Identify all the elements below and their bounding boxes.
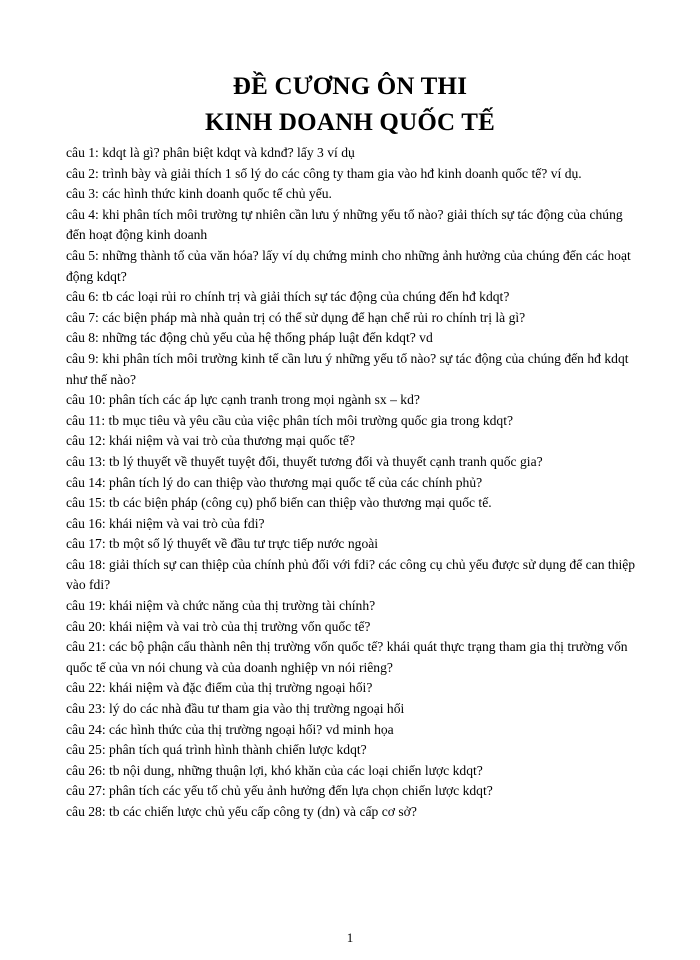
question-item: câu 6: tb các loại rủi ro chính trị và giải thích sự tác động của chúng đến hđ kdqt?	[66, 289, 510, 305]
question-item: câu 24: các hình thức của thị trường ngoại hối? vd minh họa	[66, 721, 394, 737]
document-title-line-2: KINH DOANH QUỐC TẾ	[205, 109, 495, 136]
question-item: câu 20: khái niệm và vai trò của thị trường vốn quốc tế?	[66, 618, 371, 634]
question-item: câu 11: tb mục tiêu và yêu cầu của việc phân tích môi trường quốc gia trong kdqt?	[66, 412, 514, 428]
question-item: câu 19: khái niệm và chức năng của thị trường tài chính?	[66, 598, 376, 614]
question-item: câu 7: các biện pháp mà nhà quản trị có thể sử dụng để hạn chế rủi ro chính trị là gì?	[66, 309, 526, 325]
question-item: câu 2: trình bày và giải thích 1 số lý do các công ty tham gia vào hđ kinh doanh quốc tế? ví dụ.	[66, 165, 582, 181]
question-item: câu 8: những tác động chủ yếu của hệ thống pháp luật đến kdqt? vd	[66, 330, 433, 346]
question-item: câu 26: tb nội dung, những thuận lợi, khó khăn của các loại chiến lược kdqt?	[66, 762, 483, 778]
question-item: câu 18: giải thích sự can thiệp của chính phủ đối với fdi? các công cụ chủ yếu được sử dụng để can thiệp vào fdi?	[66, 556, 636, 593]
question-item: câu 22: khái niệm và đặc điểm của thị trường ngoại hối?	[66, 680, 373, 696]
question-item: câu 28: tb các chiến lược chủ yếu cấp công ty (dn) và cấp cơ sở?	[66, 804, 417, 819]
page-number: 1	[346, 930, 354, 945]
question-item: câu 13: tb lý thuyết về thuyết tuyệt đối, thuyết tương đối và thuyết cạnh tranh quốc gia?	[66, 453, 543, 469]
question-item: câu 27: phân tích các yếu tố chủ yếu ảnh hưởng đến lựa chọn chiến lược kdqt?	[66, 783, 493, 799]
question-item: câu 21: các bộ phận cấu thành nên thị trường vốn quốc tế? khái quát thực trạng tham gia thị trường vốn quốc tế của vn nói chung và của doanh nghiệp vn nói riêng?	[66, 639, 628, 675]
question-item: câu 9: khi phân tích môi trường kinh tế cần lưu ý những yếu tố nào? sự tác động của chúng đến hđ kdqt như thế nào?	[66, 350, 629, 387]
question-item: câu 17: tb một số lý thuyết về đầu tư trực tiếp nước ngoài	[66, 536, 379, 552]
question-item: câu 15: tb các biện pháp (công cụ) phổ biến can thiệp vào thương mại quốc tế.	[66, 495, 492, 511]
question-item: câu 25: phân tích quá trình hình thành chiến lược kdqt?	[66, 742, 367, 758]
question-item: câu 12: khái niệm và vai trò của thương mại quốc tế?	[66, 433, 355, 449]
document-title-line-1: ĐỀ CƯƠNG ÔN THI	[232, 73, 468, 100]
question-item: câu 14: phân tích lý do can thiệp vào thương mại quốc tế của các chính phủ?	[66, 474, 483, 490]
question-item: câu 16: khái niệm và vai trò của fdi?	[66, 515, 265, 531]
question-item: câu 5: những thành tố của văn hóa? lấy ví dụ chứng minh cho những ảnh hưởng của chúng đến các hoạt động kdqt?	[66, 247, 631, 284]
question-list	[66, 143, 636, 823]
question-item: câu 10: phân tích các áp lực cạnh tranh trong mọi ngành sx – kd?	[66, 392, 420, 408]
question-item: câu 1: kdqt là gì? phân biệt kdqt và kdnđ? lấy 3 ví dụ	[66, 145, 355, 160]
question-item: câu 23: lý do các nhà đầu tư tham gia vào thị trường ngoại hối	[66, 701, 405, 717]
question-item: câu 3: các hình thức kinh doanh quốc tế chủ yếu.	[66, 186, 332, 202]
question-item: câu 4: khi phân tích môi trường tự nhiên cần lưu ý những yếu tố nào? giải thích sự tác động của chúng đến hoạt động kinh doanh	[66, 206, 623, 243]
